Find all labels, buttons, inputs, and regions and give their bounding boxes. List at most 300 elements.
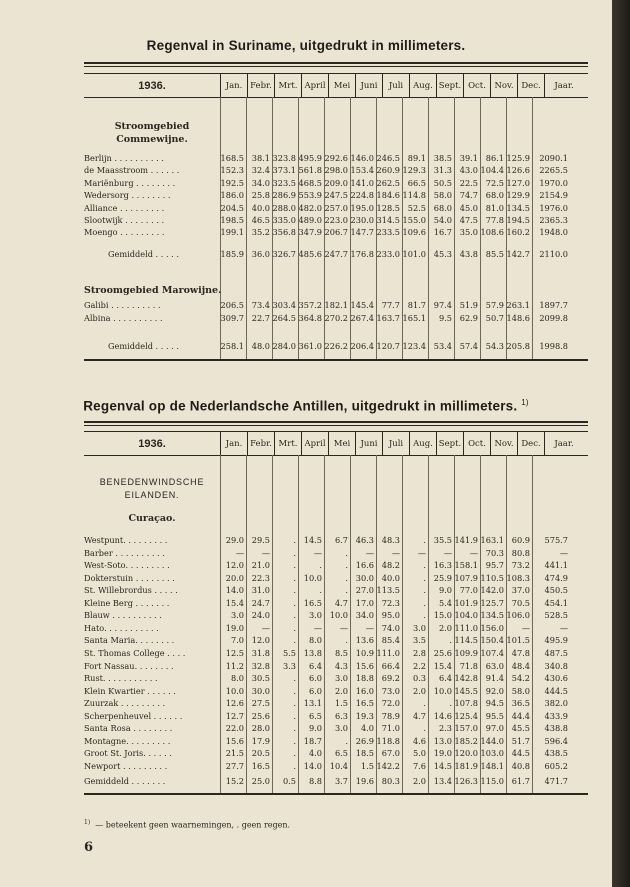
station-name: Klein Kwartier . . . . . . (84, 685, 176, 696)
station-name: Scherpenheuvel . . . . . . (84, 710, 183, 721)
rainfall-value: 108.3 (506, 572, 530, 583)
rainfall-value: 19.0 (433, 748, 452, 759)
rainfall-value: 10.0 (433, 685, 452, 696)
rainfall-value: 185.2 (454, 735, 478, 746)
table-rule (84, 66, 588, 67)
rainfall-value: 109.9 (454, 647, 478, 658)
rainfall-value: 145.4 (350, 300, 374, 310)
rainfall-value: 575.7 (544, 535, 568, 545)
station-name: Zuurzak . . . . . . . . . (84, 698, 166, 709)
rainfall-value: 20.5 (251, 748, 270, 759)
rainfall-value: . (345, 585, 348, 596)
rainfall-value: 22.3 (251, 572, 270, 583)
rainfall-value: 50.5 (433, 177, 452, 188)
rainfall-value: — (417, 547, 426, 558)
island-curacao: Curaçao. (128, 513, 176, 524)
rainfall-value: 485.6 (298, 249, 322, 259)
table-row (84, 572, 588, 584)
rainfall-value: 382.0 (544, 698, 568, 709)
rainfall-value: 45.5 (511, 723, 530, 734)
rainfall-value: 150.4 (480, 635, 504, 646)
rainfall-value: 72.3 (381, 597, 400, 608)
rainfall-value: 77.0 (459, 585, 478, 596)
rainfall-value: 62.9 (459, 313, 478, 323)
station-name: Newport . . . . . . . . . (84, 760, 168, 771)
rainfall-value: 14.5 (303, 535, 322, 545)
rainfall-value: 12.6 (225, 698, 244, 709)
rainfall-value: 3.0 (308, 610, 322, 621)
rainfall-value: 454.1 (544, 597, 568, 608)
rainfall-value: 9.5 (438, 313, 452, 323)
rainfall-value: 43.8 (459, 249, 478, 259)
rainfall-value: 8.8 (308, 776, 322, 786)
rainfall-value: 1998.8 (539, 341, 568, 351)
rainfall-value: 30.5 (251, 673, 270, 684)
antillen-col-header: Nov. (490, 432, 517, 455)
rainfall-value: 16.0 (355, 685, 374, 696)
rainfall-value: 142.2 (376, 760, 400, 771)
rainfall-value: 86.1 (485, 153, 504, 163)
rainfall-value: 6.5 (308, 710, 322, 721)
group-commewijne-line1: Stroomgebied (114, 121, 190, 132)
rainfall-value: 22.5 (459, 177, 478, 188)
rainfall-value: 495.9 (544, 635, 568, 646)
rainfall-value: 226.2 (324, 341, 348, 351)
rainfall-value: 48.2 (381, 560, 400, 571)
station-name: Barber . . . . . . . . . . (84, 547, 165, 558)
rainfall-value: 1897.7 (539, 300, 568, 310)
rainfall-value: 13.1 (303, 698, 322, 709)
rainfall-value: 16.3 (433, 560, 452, 571)
rainfall-value: 0.3 (412, 673, 426, 684)
station-name: Gemiddeld . . . . . (108, 341, 179, 351)
rainfall-value: 286.9 (272, 190, 296, 201)
footnote-marker: 1) (84, 819, 91, 826)
rainfall-value: 25.8 (251, 190, 270, 201)
rainfall-value: 45.0 (459, 202, 478, 213)
rainfall-value: 257.0 (324, 202, 348, 213)
suriname-col-header: Nov. (490, 74, 517, 97)
rainfall-value: — (365, 622, 374, 633)
table-row (84, 597, 588, 609)
rainfall-value: 181.9 (454, 760, 478, 771)
rainfall-value: 103.0 (480, 748, 504, 759)
rainfall-value: 144.0 (480, 735, 504, 746)
table-row (84, 760, 588, 772)
rainfall-value: 142.8 (454, 673, 478, 684)
rainfall-value: 176.8 (350, 249, 374, 259)
rainfall-value: 14.0 (303, 760, 322, 771)
rainfall-value: 107.9 (454, 572, 478, 583)
rainfall-value: . (423, 535, 426, 545)
rainfall-value: 101.5 (506, 635, 530, 646)
rainfall-value: . (345, 560, 348, 571)
rainfall-value: 10.0 (329, 610, 348, 621)
group-commewijne-line2: Commewijne. (116, 134, 188, 145)
rainfall-value: 142.7 (506, 249, 530, 259)
rainfall-value: 303.4 (272, 300, 296, 310)
rainfall-value: 206.5 (220, 300, 244, 310)
rainfall-value: 13.0 (433, 735, 452, 746)
rainfall-value: 156.0 (480, 622, 504, 633)
rainfall-value: 260.9 (376, 165, 400, 176)
rainfall-value: 438.5 (544, 748, 568, 759)
suriname-col-header: Juli (382, 74, 409, 97)
rainfall-value: 108.6 (480, 227, 504, 238)
rainfall-value: 10.4 (329, 760, 348, 771)
rainfall-value: 57.9 (485, 300, 504, 310)
rainfall-value: 141.0 (350, 177, 374, 188)
rainfall-value: — (339, 622, 348, 633)
station-name: Groot St. Joris. . . . . . (84, 748, 172, 759)
rainfall-value: 134.5 (480, 610, 504, 621)
rainfall-value: 115.0 (480, 776, 504, 786)
rainfall-value: 25.0 (251, 776, 270, 786)
rainfall-value: 81.0 (485, 202, 504, 213)
antillen-col-header: Mei (328, 432, 355, 455)
rainfall-value: 94.5 (485, 698, 504, 709)
table-row (84, 697, 588, 709)
rainfall-value: 127.0 (506, 177, 530, 188)
rainfall-value: 230.0 (350, 215, 374, 225)
rainfall-value: 50.7 (485, 313, 504, 323)
rainfall-value: 73.2 (511, 560, 530, 571)
station-name: Wedersorg . . . . . . . . (84, 190, 171, 201)
footnote-text: — beteekent geen waarnemingen, . geen regen. (95, 820, 291, 830)
rainfall-value: 3.5 (412, 635, 426, 646)
rainfall-value: 1948.0 (539, 227, 568, 238)
rainfall-value: 12.5 (225, 647, 244, 658)
rainfall-value: 16.7 (433, 227, 452, 238)
rainfall-value: 18.5 (355, 748, 374, 759)
rainfall-value: 184.6 (376, 190, 400, 201)
rainfall-value: 40.8 (511, 760, 530, 771)
rainfall-value: 97.4 (433, 300, 452, 310)
rainfall-value: 4.7 (412, 710, 426, 721)
table-row (84, 202, 588, 214)
rainfall-value: 373.1 (272, 165, 296, 176)
rainfall-value: 46.5 (251, 215, 270, 225)
rainfall-value: 7.6 (412, 760, 426, 771)
rainfall-value: 15.0 (433, 610, 452, 621)
rainfall-value: . (293, 685, 296, 696)
rainfall-value: 44.5 (511, 748, 530, 759)
rainfall-value: 3.3 (282, 660, 296, 671)
rainfall-value: 6.0 (308, 685, 322, 696)
rainfall-value: 441.1 (544, 560, 568, 571)
rainfall-value: 85.4 (381, 635, 400, 646)
table-row (84, 214, 588, 226)
rainfall-value: 364.8 (298, 313, 322, 323)
rainfall-value: — (365, 547, 374, 558)
rainfall-value: 2365.3 (539, 215, 568, 225)
table-row (84, 534, 588, 546)
rainfall-value: 168.5 (220, 153, 244, 163)
suriname-col-header: Mrt. (274, 74, 301, 97)
rainfall-value: 2.0 (438, 622, 452, 633)
rainfall-value: 39.1 (459, 153, 478, 163)
antillen-col-header: Jaar. (544, 432, 583, 455)
rainfall-value: . (293, 572, 296, 583)
rainfall-value: 48.4 (511, 660, 530, 671)
rainfall-value: 2099.8 (539, 313, 568, 323)
station-name: Alliance . . . . . . . . . (84, 202, 165, 213)
rainfall-value: 61.7 (511, 776, 530, 786)
rainfall-value: 142.0 (480, 585, 504, 596)
rainfall-value: 27.7 (225, 760, 244, 771)
antillen-col-header: Sept. (436, 432, 463, 455)
rainfall-value: 15.6 (225, 735, 244, 746)
antillen-title-footnote-marker: 1) (521, 398, 529, 407)
rainfall-value: 31.0 (251, 585, 270, 596)
suriname-title: Regenval in Suriname, uitgedrukt in millimeters. (146, 38, 466, 53)
rainfall-value: 288.0 (272, 202, 296, 213)
rainfall-value: 361.0 (298, 341, 322, 351)
rainfall-value: 40.0 (251, 202, 270, 213)
rainfall-value: 67.0 (381, 748, 400, 759)
suriname-col-header: Sept. (436, 74, 463, 97)
rainfall-value: 10.0 (225, 685, 244, 696)
rainfall-value: 8.5 (334, 647, 348, 658)
rainfall-value: 30.0 (355, 572, 374, 583)
rainfall-value: 147.7 (350, 227, 374, 238)
station-name: Hato. . . . . . . . . . . (84, 622, 159, 633)
rainfall-value: 5.4 (438, 597, 452, 608)
station-name: Rust. . . . . . . . . . . (84, 673, 158, 684)
rainfall-value: 2.3 (438, 723, 452, 734)
rainfall-value: 40.0 (381, 572, 400, 583)
rainfall-value: 292.6 (324, 153, 348, 163)
table-rule (84, 62, 588, 64)
rainfall-value: 15.4 (433, 660, 452, 671)
table-row (84, 584, 588, 596)
rainfall-value: 13.8 (303, 647, 322, 658)
rainfall-value: 9.0 (308, 723, 322, 734)
rainfall-value: 4.0 (360, 723, 374, 734)
rainfall-value: 43.0 (459, 165, 478, 176)
rainfall-value: 71.8 (459, 660, 478, 671)
rainfall-value: 9.0 (438, 585, 452, 596)
rainfall-value: 6.7 (334, 535, 348, 545)
rainfall-value: 107.4 (480, 647, 504, 658)
rainfall-value: 18.7 (303, 735, 322, 746)
rainfall-value: 58.0 (511, 685, 530, 696)
rainfall-value: 3.0 (412, 622, 426, 633)
rainfall-value: 12.0 (225, 560, 244, 571)
rainfall-value: 192.5 (220, 177, 244, 188)
table-row (84, 340, 588, 352)
suriname-col-header: Jan. (220, 74, 247, 97)
region-line1: BENEDENWINDSCHE (99, 477, 205, 487)
table-row (84, 152, 588, 164)
rainfall-value: 247.5 (324, 190, 348, 201)
rainfall-value: 73.4 (251, 300, 270, 310)
rainfall-value: 101.0 (402, 249, 426, 259)
rainfall-value: . (449, 698, 452, 709)
footnote (84, 819, 290, 830)
rainfall-value: 13.4 (433, 776, 452, 786)
rainfall-value: 146.0 (350, 153, 374, 163)
rainfall-value: 18.8 (355, 673, 374, 684)
rainfall-value: 4.7 (334, 597, 348, 608)
rainfall-value: 113.5 (376, 585, 400, 596)
rainfall-value: 34.0 (355, 610, 374, 621)
rainfall-value: . (319, 560, 322, 571)
rainfall-value: 160.2 (506, 227, 530, 238)
rainfall-value: 38.1 (251, 153, 270, 163)
rainfall-value: 85.5 (485, 249, 504, 259)
rainfall-value: 19.6 (355, 776, 374, 786)
station-name: St. Willebrordus . . . . . (84, 585, 178, 596)
rainfall-value: 48.3 (381, 535, 400, 545)
rainfall-value: 326.7 (272, 249, 296, 259)
station-name: Kleine Berg . . . . . . . (84, 597, 170, 608)
rainfall-value: 44.4 (511, 710, 530, 721)
rainfall-value: 163.1 (480, 535, 504, 545)
group-marowijne: Stroomgebied Marowijne. (84, 285, 222, 296)
rainfall-value: 17.0 (355, 597, 374, 608)
rainfall-value: 120.7 (376, 341, 400, 351)
rainfall-value: . (293, 597, 296, 608)
rainfall-value: 95.0 (381, 610, 400, 621)
rainfall-value: — (235, 547, 244, 558)
antillen-col-header: April (301, 432, 328, 455)
station-name: St. Thomas College . . . . (84, 647, 186, 658)
rainfall-value: . (293, 635, 296, 646)
rainfall-value: 233.0 (376, 249, 400, 259)
rainfall-value: 25.9 (433, 572, 452, 583)
suriname-col-header: Oct. (463, 74, 490, 97)
rainfall-value: 3.0 (334, 723, 348, 734)
rainfall-value: 482.0 (298, 202, 322, 213)
rainfall-value: 148.1 (480, 760, 504, 771)
rainfall-value: 114.5 (454, 635, 478, 646)
rainfall-value: 81.7 (407, 300, 426, 310)
antillen-header-row (84, 431, 588, 456)
rainfall-value: 114.8 (402, 190, 426, 201)
rainfall-value: 80.8 (511, 547, 530, 558)
rainfall-value: 596.4 (544, 735, 568, 746)
station-name: Slootwijk . . . . . . . . (84, 215, 165, 225)
rainfall-value: 19.3 (355, 710, 374, 721)
rainfall-value: — (559, 622, 568, 633)
antillen-col-header: Aug. (409, 432, 436, 455)
rainfall-value: 1.5 (334, 698, 348, 709)
rainfall-value: 97.0 (485, 723, 504, 734)
rainfall-value: 270.2 (324, 313, 348, 323)
station-name: Mariënburg . . . . . . . . (84, 177, 176, 188)
station-name: Fort Nassau. . . . . . . . (84, 660, 174, 671)
rainfall-value: 314.5 (376, 215, 400, 225)
rainfall-value: — (261, 622, 270, 633)
rainfall-value: 111.0 (454, 622, 478, 633)
rainfall-value: 118.8 (376, 735, 400, 746)
rainfall-value: 357.2 (298, 300, 322, 310)
station-name: Gemiddeld . . . . . . . (84, 776, 166, 786)
rainfall-value: 125.4 (454, 710, 478, 721)
station-name: Montagne. . . . . . . . . (84, 735, 171, 746)
station-name: Westpunt. . . . . . . . . (84, 535, 168, 545)
table-rule (84, 793, 588, 795)
antillen-col-header: Mrt. (274, 432, 301, 455)
rainfall-value: 125.7 (480, 597, 504, 608)
rainfall-value: 335.0 (272, 215, 296, 225)
table-row (84, 312, 588, 324)
rainfall-value: 51.7 (511, 735, 530, 746)
rainfall-value: 267.4 (350, 313, 374, 323)
rainfall-value: 2265.5 (539, 165, 568, 176)
rainfall-value: 107.8 (454, 698, 478, 709)
rainfall-value: 16.5 (355, 698, 374, 709)
table-rule (84, 421, 588, 423)
rainfall-value: 468.5 (298, 177, 322, 188)
rainfall-value: 258.1 (220, 341, 244, 351)
rainfall-value: 20.0 (225, 572, 244, 583)
rainfall-value: 0.5 (282, 776, 296, 786)
rainfall-value: 489.0 (298, 215, 322, 225)
rainfall-value: 21.5 (225, 748, 244, 759)
rainfall-value: . (293, 748, 296, 759)
rainfall-value: — (521, 622, 530, 633)
rainfall-value: 2090.1 (539, 153, 568, 163)
rainfall-value: 37.0 (511, 585, 530, 596)
suriname-header-row (84, 73, 588, 98)
rainfall-value: 95.5 (485, 710, 504, 721)
station-name: West-Soto. . . . . . . . . (84, 560, 170, 571)
antillen-col-header: Febr. (247, 432, 274, 455)
rainfall-value: 298.0 (324, 165, 348, 176)
rainfall-value: . (293, 622, 296, 633)
rainfall-value: . (293, 585, 296, 596)
rainfall-value: . (423, 572, 426, 583)
rainfall-value: 123.4 (402, 341, 426, 351)
rainfall-value: 104.0 (454, 610, 478, 621)
rainfall-value: 70.3 (485, 547, 504, 558)
rainfall-value: 5.0 (412, 748, 426, 759)
rainfall-value: . (293, 735, 296, 746)
rainfall-value: 2.0 (334, 685, 348, 696)
rainfall-value: 186.0 (220, 190, 244, 201)
page-number: 6 (84, 840, 94, 855)
rainfall-value: 561.8 (298, 165, 322, 176)
rainfall-value: . (293, 723, 296, 734)
rainfall-value: 25.6 (433, 647, 452, 658)
rainfall-value: 53.4 (433, 341, 452, 351)
table-row (84, 248, 588, 260)
rainfall-value: . (345, 572, 348, 583)
table-row (84, 710, 588, 722)
rainfall-value: 199.1 (220, 227, 244, 238)
rainfall-value: 22.0 (225, 723, 244, 734)
station-name: Dokterstuin . . . . . . . . (84, 572, 175, 583)
rainfall-value: . (293, 560, 296, 571)
rainfall-value: 28.0 (251, 723, 270, 734)
rainfall-value: 31.3 (433, 165, 452, 176)
region-line2: EILANDEN. (124, 490, 180, 500)
rainfall-value: 182.1 (324, 300, 348, 310)
rainfall-value: 80.3 (381, 776, 400, 786)
rainfall-value: 5.5 (282, 647, 296, 658)
table-row (84, 722, 588, 734)
rainfall-value: 4.3 (334, 660, 348, 671)
rainfall-value: 21.0 (251, 560, 270, 571)
rainfall-value: — (469, 547, 478, 558)
rainfall-value: 101.9 (454, 597, 478, 608)
rainfall-value: 57.4 (459, 341, 478, 351)
rainfall-value: 54.2 (511, 673, 530, 684)
rainfall-value: 89.1 (407, 153, 426, 163)
rainfall-value: 125.9 (506, 153, 530, 163)
